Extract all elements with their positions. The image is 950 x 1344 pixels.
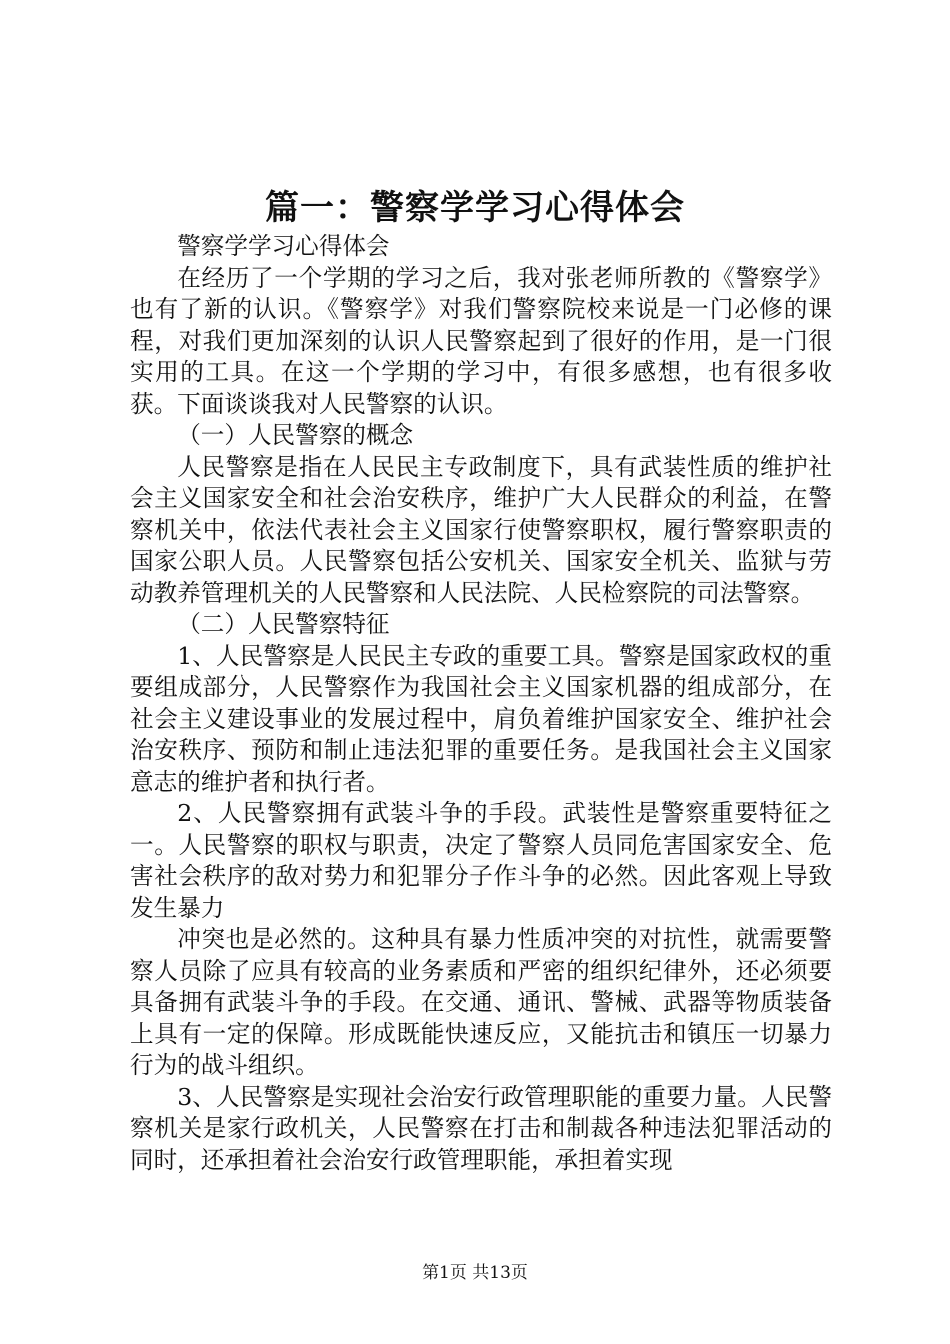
page-number-footer: 第1页 共13页 <box>422 1263 528 1283</box>
feature-1-paragraph: 1、人民警察是人民民主专政的重要工具。警察是国家政权的重要组成部分，人民警察作为我国社会主义国家机器的组成部分，在社会主义建设事业的发展过程中，肩负着维护国家安全、维护社会治安秩序、预防和制止违法犯罪的重要任务。是我国社会主义国家意志的维护者和执行者。 <box>130 641 832 796</box>
document-title: 篇一：警察学学习心得体会 <box>265 188 685 228</box>
intro-paragraph: 在经历了一个学期的学习之后，我对张老师所教的《警察学》也有了新的认识。《警察学》对我们警察院校来说是一门必修的课程，对我们更加深刻的认识人民警察起到了很好的作用，是一门很实用的工具。在这一个学期的学习中，有很多感想，也有很多收获。下面谈谈我对人民警察的认识。 <box>130 263 832 418</box>
feature-2-paragraph: 2、人民警察拥有武装斗争的手段。武装性是警察重要特征之一。人民警察的职权与职责，决定了警察人员同危害国家安全、危害社会秩序的敌对势力和犯罪分子作斗争的必然。因此客观上导致发生暴力 <box>130 799 832 922</box>
section-heading-concept: （一）人民警察的概念 <box>177 421 414 449</box>
section-heading-features: （二）人民警察特征 <box>177 610 390 638</box>
subtitle-paragraph: 警察学学习心得体会 <box>177 232 390 260</box>
document-body <box>130 231 832 1176</box>
feature-2-continued-paragraph: 冲突也是必然的。这种具有暴力性质冲突的对抗性，就需要警察人员除了应具有较高的业务素质和严密的组织纪律外，还必须要具备拥有武装斗争的手段。在交通、通讯、警械、武器等物质装备上具有一定的保障。形成既能快速反应，又能抗击和镇压一切暴力行为的战斗组织。 <box>130 925 832 1079</box>
concept-paragraph: 人民警察是指在人民民主专政制度下，具有武装性质的维护社会主义国家安全和社会治安秩序，维护广大人民群众的利益，在警察机关中，依法代表社会主义国家行使警察职权，履行警察职责的国家公职人员。人民警察包括公安机关、国家安全机关、监狱与劳动教养管理机关的人民警察和人民法院、人民检察院的司法警察。 <box>130 452 832 607</box>
feature-3-paragraph: 3、人民警察是实现社会治安行政管理职能的重要力量。人民警察机关是家行政机关，人民警察在打击和制裁各种违法犯罪活动的同时，还承担着社会治安行政管理职能，承担着实现 <box>130 1082 832 1174</box>
